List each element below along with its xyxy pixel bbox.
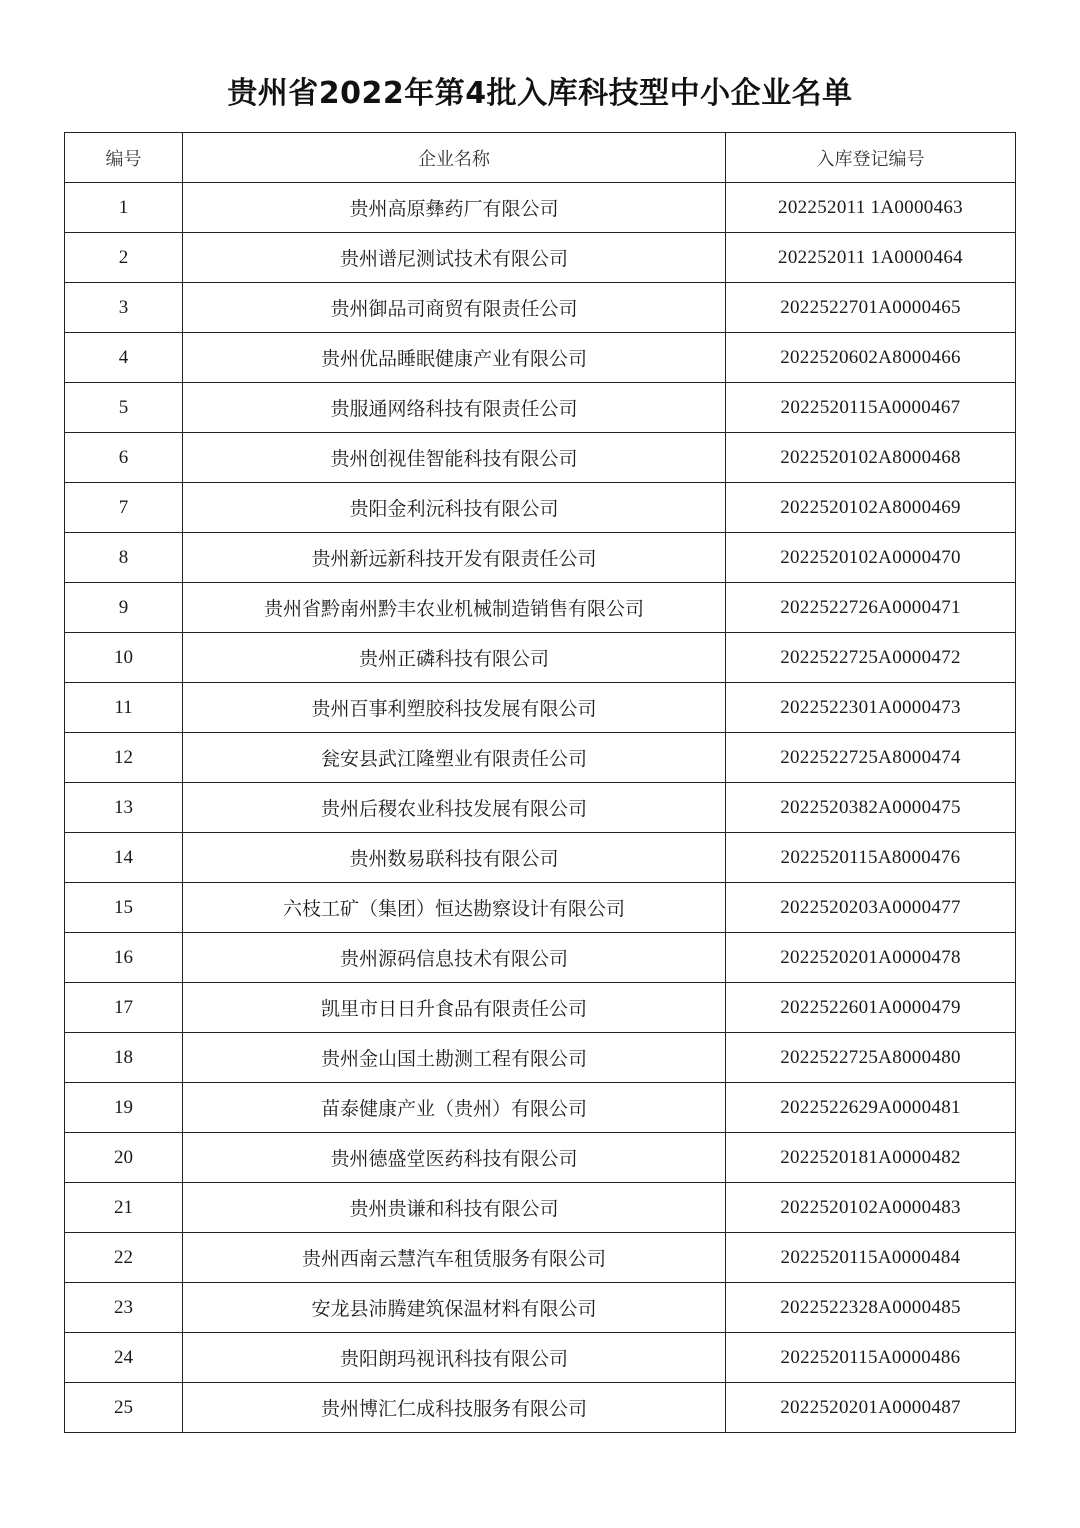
row-number: 14 [65, 833, 183, 883]
registration-number: 2022520102A8000469 [726, 483, 1016, 533]
registration-number: 2022520181A0000482 [726, 1133, 1016, 1183]
enterprise-name: 贵州金山国土勘测工程有限公司 [183, 1033, 726, 1083]
table-row [65, 233, 1016, 283]
enterprise-name: 贵州源码信息技术有限公司 [183, 933, 726, 983]
enterprise-name: 贵州博汇仁成科技服务有限公司 [183, 1383, 726, 1433]
registration-number: 2022522301A0000473 [726, 683, 1016, 733]
table-row [65, 833, 1016, 883]
registration-number: 2022522701A0000465 [726, 283, 1016, 333]
row-number: 7 [65, 483, 183, 533]
registration-number: 2022520201A0000478 [726, 933, 1016, 983]
registration-number: 2022520115A0000484 [726, 1233, 1016, 1283]
table-row [65, 1133, 1016, 1183]
enterprise-name: 六枝工矿（集团）恒达勘察设计有限公司 [183, 883, 726, 933]
enterprise-name: 贵州谱尼测试技术有限公司 [183, 233, 726, 283]
enterprise-name: 贵州省黔南州黔丰农业机械制造销售有限公司 [183, 583, 726, 633]
row-number: 11 [65, 683, 183, 733]
table-header [65, 133, 1016, 183]
row-number: 8 [65, 533, 183, 583]
row-number: 22 [65, 1233, 183, 1283]
table-row [65, 1233, 1016, 1283]
enterprise-list-table [64, 132, 1016, 1433]
row-number: 9 [65, 583, 183, 633]
row-number: 12 [65, 733, 183, 783]
enterprise-name: 贵州正磷科技有限公司 [183, 633, 726, 683]
row-number: 3 [65, 283, 183, 333]
registration-number: 2022520102A0000483 [726, 1183, 1016, 1233]
enterprise-name: 贵州创视佳智能科技有限公司 [183, 433, 726, 483]
table-row [65, 383, 1016, 433]
table-body [65, 183, 1016, 1433]
enterprise-name: 贵服通网络科技有限责任公司 [183, 383, 726, 433]
header-row [65, 133, 1016, 183]
table-row [65, 883, 1016, 933]
table-row [65, 733, 1016, 783]
row-number: 10 [65, 633, 183, 683]
registration-number: 2022522601A0000479 [726, 983, 1016, 1033]
registration-number: 2022520115A8000476 [726, 833, 1016, 883]
enterprise-name: 贵州德盛堂医药科技有限公司 [183, 1133, 726, 1183]
row-number: 15 [65, 883, 183, 933]
row-number: 13 [65, 783, 183, 833]
table-row [65, 1333, 1016, 1383]
enterprise-name: 安龙县沛腾建筑保温材料有限公司 [183, 1283, 726, 1333]
row-number: 4 [65, 333, 183, 383]
enterprise-name: 贵州新远新科技开发有限责任公司 [183, 533, 726, 583]
row-number: 23 [65, 1283, 183, 1333]
enterprise-name: 贵阳金利沅科技有限公司 [183, 483, 726, 533]
registration-number: 2022522725A0000472 [726, 633, 1016, 683]
table-row [65, 1033, 1016, 1083]
enterprise-name: 贵阳朗玛视讯科技有限公司 [183, 1333, 726, 1383]
registration-number: 2022520102A0000470 [726, 533, 1016, 583]
enterprise-name: 贵州西南云慧汽车租赁服务有限公司 [183, 1233, 726, 1283]
row-number: 20 [65, 1133, 183, 1183]
table-row [65, 1183, 1016, 1233]
column-header-enterprise-name: 企业名称 [183, 133, 726, 183]
enterprise-name: 苗泰健康产业（贵州）有限公司 [183, 1083, 726, 1133]
enterprise-name: 贵州御品司商贸有限责任公司 [183, 283, 726, 333]
row-number: 21 [65, 1183, 183, 1233]
enterprise-name: 贵州贵谦和科技有限公司 [183, 1183, 726, 1233]
registration-number: 2022520602A8000466 [726, 333, 1016, 383]
table-row [65, 433, 1016, 483]
row-number: 17 [65, 983, 183, 1033]
registration-number: 2022520203A0000477 [726, 883, 1016, 933]
row-number: 16 [65, 933, 183, 983]
row-number: 24 [65, 1333, 183, 1383]
table-row [65, 333, 1016, 383]
registration-number: 2022522629A0000481 [726, 1083, 1016, 1133]
registration-number: 202252011 1A0000464 [726, 233, 1016, 283]
registration-number: 2022520102A8000468 [726, 433, 1016, 483]
registration-number: 2022520201A0000487 [726, 1383, 1016, 1433]
column-header-registration-number: 入库登记编号 [726, 133, 1016, 183]
table-row [65, 783, 1016, 833]
table-row [65, 933, 1016, 983]
table-row [65, 983, 1016, 1033]
registration-number: 2022520382A0000475 [726, 783, 1016, 833]
enterprise-name: 贵州百事利塑胶科技发展有限公司 [183, 683, 726, 733]
enterprise-name: 贵州优品睡眠健康产业有限公司 [183, 333, 726, 383]
row-number: 1 [65, 183, 183, 233]
table-row [65, 633, 1016, 683]
table-row [65, 283, 1016, 333]
table-row [65, 1383, 1016, 1433]
registration-number: 2022522725A8000480 [726, 1033, 1016, 1083]
registration-number: 202252011 1A0000463 [726, 183, 1016, 233]
table-row [65, 1083, 1016, 1133]
row-number: 19 [65, 1083, 183, 1133]
document-title: 贵州省2022年第4批入库科技型中小企业名单 [227, 76, 853, 111]
enterprise-name: 瓮安县武江隆塑业有限责任公司 [183, 733, 726, 783]
enterprise-name: 贵州高原彝药厂有限公司 [183, 183, 726, 233]
row-number: 18 [65, 1033, 183, 1083]
row-number: 2 [65, 233, 183, 283]
table-row [65, 583, 1016, 633]
registration-number: 2022522328A0000485 [726, 1283, 1016, 1333]
enterprise-name: 贵州后稷农业科技发展有限公司 [183, 783, 726, 833]
enterprise-name: 贵州数易联科技有限公司 [183, 833, 726, 883]
table-row [65, 183, 1016, 233]
row-number: 5 [65, 383, 183, 433]
row-number: 6 [65, 433, 183, 483]
enterprise-name: 凯里市日日升食品有限责任公司 [183, 983, 726, 1033]
row-number: 25 [65, 1383, 183, 1433]
table-row [65, 1283, 1016, 1333]
table-row [65, 683, 1016, 733]
registration-number: 2022520115A0000467 [726, 383, 1016, 433]
registration-number: 2022522725A8000474 [726, 733, 1016, 783]
registration-number: 2022522726A0000471 [726, 583, 1016, 633]
table-row [65, 533, 1016, 583]
column-header-number: 编号 [65, 133, 183, 183]
table-row [65, 483, 1016, 533]
registration-number: 2022520115A0000486 [726, 1333, 1016, 1383]
